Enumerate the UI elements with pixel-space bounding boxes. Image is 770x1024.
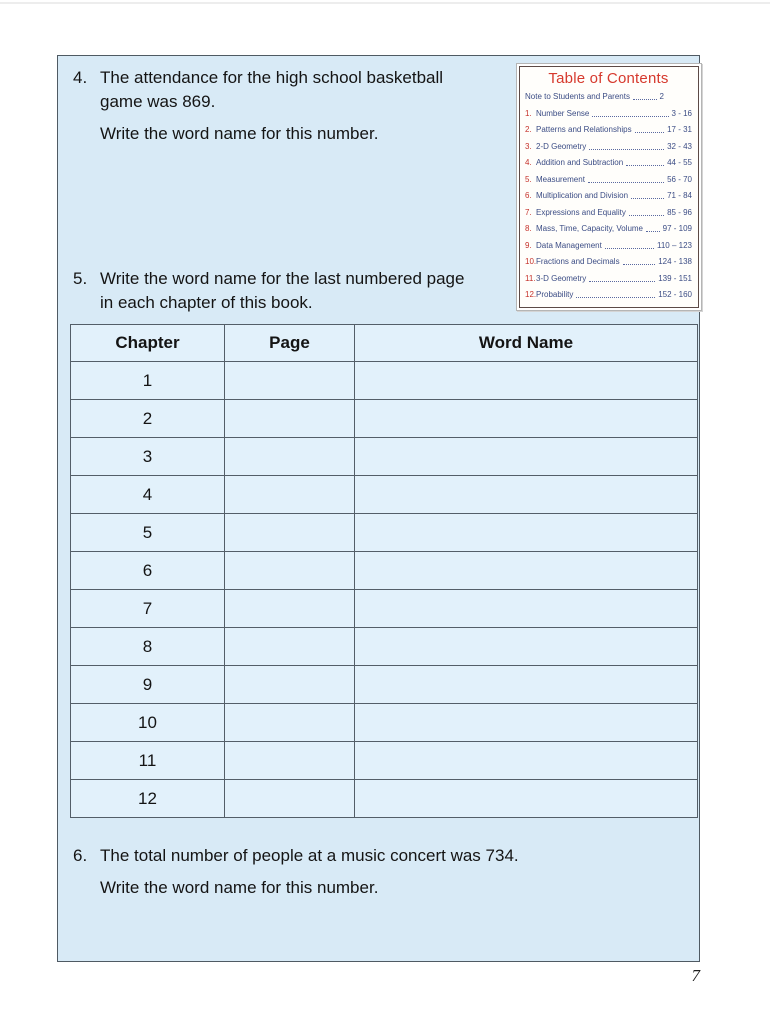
question-5-number: 5.: [73, 269, 88, 288]
table-row: [71, 514, 698, 552]
toc-note-row: [525, 92, 692, 101]
question-4-body: [100, 66, 499, 146]
toc-entry: [525, 142, 692, 151]
table-row: [71, 742, 698, 780]
table-row: [71, 476, 698, 514]
page-cell: [225, 476, 355, 514]
toc-leader: [589, 149, 664, 150]
chapter-cell: 12: [71, 780, 225, 818]
toc-entry-pages: 139 - 151: [658, 273, 692, 283]
page-number: 7: [691, 966, 700, 985]
column-header-word-name: Word Name: [355, 325, 698, 362]
word-name-cell: [355, 704, 698, 742]
column-header-chapter: Chapter: [71, 325, 225, 362]
word-name-cell: [355, 400, 698, 438]
toc-leader: [629, 215, 664, 216]
toc-entry-label: Fractions and Decimals: [536, 257, 620, 266]
chapter-cell: 1: [71, 362, 225, 400]
toc-leader: [576, 297, 655, 298]
worksheet-panel: [57, 55, 700, 962]
toc-leader: [592, 116, 668, 117]
chapter-cell: 6: [71, 552, 225, 590]
toc-entry-pages: 32 - 43: [667, 141, 692, 151]
column-header-page: Page: [225, 325, 355, 362]
toc-entry-number: 6.: [525, 191, 532, 200]
question-6: [73, 844, 699, 900]
page-cell: [225, 590, 355, 628]
toc-entry-number: 8.: [525, 224, 532, 233]
question-5-text-line2: in each chapter of this book.: [100, 293, 313, 312]
page-cell: [225, 780, 355, 818]
scan-artifact-line: [0, 2, 770, 4]
toc-entry-number: 1.: [525, 108, 532, 118]
toc-entry-label: Multiplication and Division: [536, 191, 629, 200]
table-header-row: [71, 325, 698, 362]
table-row: [71, 780, 698, 818]
toc-entry-number: 7.: [525, 207, 532, 217]
toc-entry-number: 12.: [525, 290, 537, 299]
toc-entry-label: Mass, Time, Capacity, Volume: [536, 224, 643, 233]
table-row: [71, 666, 698, 704]
toc-figure: [516, 63, 702, 311]
toc-note-page: 2: [659, 92, 664, 101]
question-4: [73, 66, 499, 146]
answer-table: [70, 324, 698, 818]
toc-entry-pages: 85 - 96: [667, 207, 692, 217]
question-4-prompt: Write the word name for this number.: [100, 124, 379, 143]
toc-entry-number: 3.: [525, 141, 532, 151]
toc-entry-pages: 110 – 123: [657, 240, 692, 250]
word-name-cell: [355, 628, 698, 666]
toc-card: [519, 66, 699, 308]
toc-entry: [525, 191, 692, 200]
toc-entry-label: Patterns and Relationships: [536, 125, 632, 134]
chapter-cell: 8: [71, 628, 225, 666]
page-cell: [225, 704, 355, 742]
toc-entry-pages: 17 - 31: [667, 125, 692, 134]
page-cell: [225, 666, 355, 704]
toc-entry: [525, 109, 692, 118]
chapter-cell: 2: [71, 400, 225, 438]
toc-entry-pages: 124 - 138: [658, 257, 692, 266]
toc-entry-label: Number Sense: [536, 108, 590, 118]
toc-entry-label: 3-D Geometry: [536, 273, 587, 283]
toc-leader: [633, 99, 657, 100]
page-cell: [225, 400, 355, 438]
word-name-cell: [355, 438, 698, 476]
chapter-cell: 5: [71, 514, 225, 552]
word-name-cell: [355, 742, 698, 780]
toc-leader: [646, 231, 660, 232]
toc-entry-pages: 152 - 160: [658, 290, 692, 299]
toc-entry: [525, 257, 692, 266]
page-cell: [225, 552, 355, 590]
page-cell: [225, 438, 355, 476]
toc-entry: [525, 158, 692, 167]
word-name-cell: [355, 666, 698, 704]
question-4-number: 4.: [73, 68, 88, 87]
table-row: [71, 362, 698, 400]
table-row: [71, 552, 698, 590]
toc-entry: [525, 274, 692, 283]
question-6-number: 6.: [73, 846, 88, 865]
word-name-cell: [355, 476, 698, 514]
chapter-cell: 4: [71, 476, 225, 514]
toc-entry: [525, 175, 692, 184]
word-name-cell: [355, 552, 698, 590]
word-name-cell: [355, 514, 698, 552]
table-row: [71, 590, 698, 628]
question-6-text-line1: The total number of people at a music concert was 734.: [100, 846, 519, 865]
question-6-prompt: Write the word name for this number.: [100, 878, 379, 897]
toc-entry: [525, 290, 692, 299]
toc-entry-number: 9.: [525, 240, 532, 250]
word-name-cell: [355, 362, 698, 400]
toc-leader: [626, 165, 664, 166]
toc-leader: [623, 264, 656, 265]
toc-entry-label: 2-D Geometry: [536, 141, 587, 151]
question-6-body: [100, 844, 699, 900]
toc-leader: [588, 182, 664, 183]
word-name-cell: [355, 590, 698, 628]
word-name-cell: [355, 780, 698, 818]
table-row: [71, 438, 698, 476]
toc-entry-pages: 3 - 16: [671, 108, 692, 118]
toc-entry: [525, 208, 692, 217]
toc-note-label: Note to Students and Parents: [525, 92, 630, 101]
toc-entry: [525, 224, 692, 233]
toc-entry-number: 4.: [525, 158, 532, 167]
chapter-cell: 7: [71, 590, 225, 628]
table-row: [71, 628, 698, 666]
toc-entry-number: 2.: [525, 125, 532, 134]
toc-entry-label: Probability: [536, 290, 574, 299]
question-4-text-line2: game was 869.: [100, 92, 216, 111]
chapter-cell: 9: [71, 666, 225, 704]
toc-entry-pages: 97 - 109: [662, 224, 692, 233]
toc-title: Table of Contents: [548, 70, 669, 87]
toc-leader: [635, 132, 664, 133]
toc-leader: [589, 281, 655, 282]
table-row: [71, 400, 698, 438]
chapter-cell: 3: [71, 438, 225, 476]
toc-entry-label: Data Management: [536, 240, 602, 250]
page-cell: [225, 514, 355, 552]
toc-entry-label: Addition and Subtraction: [536, 158, 624, 167]
toc-entry-pages: 71 - 84: [667, 191, 692, 200]
page-cell: [225, 362, 355, 400]
page-cell: [225, 742, 355, 780]
toc-entry-label: Expressions and Equality: [536, 207, 626, 217]
table-row: [71, 704, 698, 742]
toc-entry-number: 11.: [525, 273, 536, 283]
toc-entry-number: 10.: [525, 257, 537, 266]
page-cell: [225, 628, 355, 666]
toc-leader: [605, 248, 654, 249]
question-4-text-line1: The attendance for the high school basketball: [100, 68, 444, 87]
toc-leader: [631, 198, 664, 199]
chapter-cell: 10: [71, 704, 225, 742]
toc-entry-number: 5.: [525, 174, 532, 184]
question-5-text-line1: Write the word name for the last numbered page: [100, 269, 465, 288]
toc-entry-label: Measurement: [536, 174, 585, 184]
toc-entry-pages: 56 - 70: [667, 174, 692, 184]
toc-entry: [525, 241, 692, 250]
toc-entry-pages: 44 - 55: [667, 158, 692, 167]
chapter-cell: 11: [71, 742, 225, 780]
toc-entry: [525, 125, 692, 134]
